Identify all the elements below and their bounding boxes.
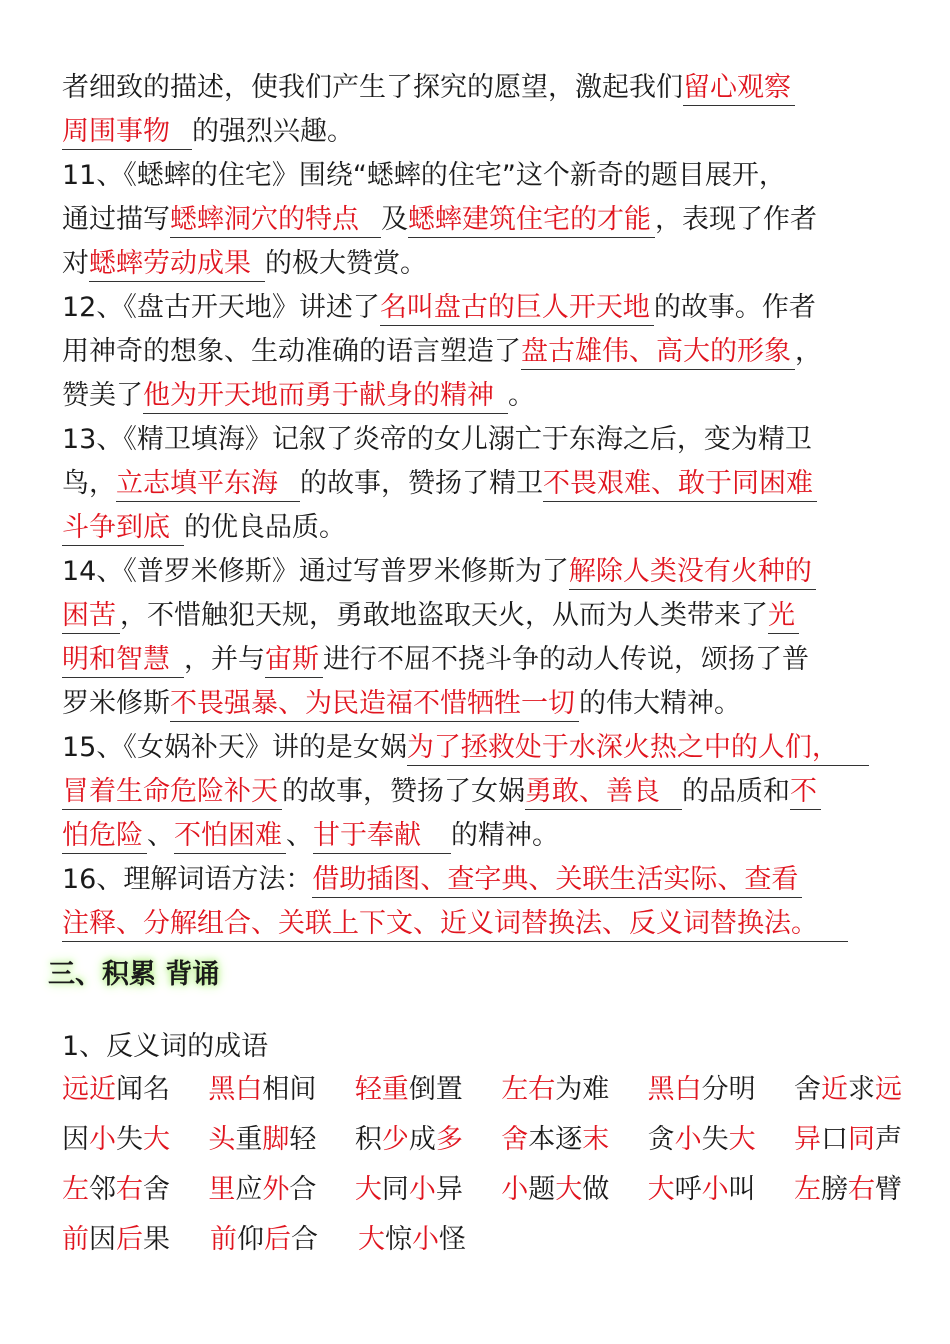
idiom-char: 积 xyxy=(354,1124,382,1155)
antonym-char: 小 xyxy=(501,1174,529,1205)
idiom-char: 呼 xyxy=(674,1174,702,1205)
idiom xyxy=(501,1168,647,1218)
idiom xyxy=(794,1168,902,1218)
text-line xyxy=(62,550,892,594)
idiom-char: 因 xyxy=(62,1124,89,1155)
antonym-char: 异 xyxy=(794,1124,822,1155)
idiom-char: 闻名 xyxy=(116,1074,170,1105)
answer-blank: 解除人类没有火种的 xyxy=(569,555,816,590)
answer-blank: 困苦 xyxy=(62,599,120,634)
idiom-char: 异 xyxy=(435,1174,463,1205)
antonym-char: 远 xyxy=(875,1074,903,1105)
line-text: 的故事，赞扬了精卫 xyxy=(300,468,543,499)
answer-blank: 不怕困难 xyxy=(174,819,286,854)
antonym-char: 脚 xyxy=(262,1124,290,1155)
idiom xyxy=(648,1068,794,1118)
idiom-char: 果 xyxy=(143,1224,170,1255)
idiom-char: 失 xyxy=(701,1124,729,1155)
idiom-char: 做 xyxy=(582,1174,610,1205)
line-text: 用神奇的想象、生动准确的语言塑造了 xyxy=(62,336,521,367)
antonym-char: 小 xyxy=(674,1124,702,1155)
idiom xyxy=(648,1118,794,1168)
line-text: 13、《精卫填海》记叙了炎帝的女儿溺亡于东海之后，变为精卫 xyxy=(62,424,812,455)
answer-blank: 注释、分解组合、关联上下文、近义词替换法、反义词替换法。 xyxy=(62,907,848,942)
answer-blank: 蟋蟀建筑住宅的才能 xyxy=(408,203,655,238)
answer-blank: 为了拯救处于水深火热之中的人们， xyxy=(407,731,869,766)
antonym-char: 多 xyxy=(435,1124,463,1155)
line-text: ，表现了作者 xyxy=(655,204,817,235)
antonym-char: 轻重 xyxy=(354,1074,409,1105)
antonym-char: 小 xyxy=(412,1224,439,1255)
answer-blank: 周围事物 xyxy=(62,115,192,150)
idiom-grid xyxy=(62,1068,902,1268)
idiom xyxy=(208,1118,354,1168)
text-line xyxy=(62,814,892,858)
exercise-text xyxy=(62,66,892,946)
idiom xyxy=(355,1118,501,1168)
line-text: 的精神。 xyxy=(451,820,559,851)
idiom-char: 臂 xyxy=(875,1174,903,1205)
line-text: 14、《普罗米修斯》通过写普罗米修斯为了 xyxy=(62,556,569,587)
line-text: 、 xyxy=(147,820,174,851)
idiom-char: 叫 xyxy=(728,1174,756,1205)
text-line xyxy=(62,330,892,374)
text-line xyxy=(62,638,892,682)
idiom-char: 膀 xyxy=(821,1174,849,1205)
idiom-char: 舍 xyxy=(794,1074,822,1105)
text-line xyxy=(62,726,892,770)
answer-blank: 勇敢、善良 xyxy=(525,775,682,810)
answer-blank: 盘古雄伟、高大的形象 xyxy=(521,335,795,370)
line-text: 的伟大精神。 xyxy=(579,688,741,719)
text-line xyxy=(62,506,892,550)
answer-blank: 蟋蟀劳动成果 xyxy=(89,247,265,282)
text-line xyxy=(62,418,892,462)
answer-blank: 他为开天地而勇于献身的精神 xyxy=(143,379,508,414)
idiom xyxy=(501,1068,647,1118)
idiom xyxy=(208,1068,354,1118)
line-text: 鸟， xyxy=(62,468,116,499)
idiom-char: 怪 xyxy=(439,1224,466,1255)
idiom-char: 本逐 xyxy=(528,1124,583,1155)
idiom-char: 邻 xyxy=(89,1174,116,1205)
antonym-char: 黑白 xyxy=(647,1074,702,1105)
idiom-char: 成 xyxy=(408,1124,436,1155)
antonym-char: 后 xyxy=(264,1224,291,1255)
idiom-char: 应 xyxy=(235,1174,263,1205)
antonym-char: 前 xyxy=(62,1224,89,1255)
idiom-char: 仰 xyxy=(237,1224,264,1255)
idiom-char: 题 xyxy=(528,1174,556,1205)
idiom-char: 舍 xyxy=(143,1174,170,1205)
answer-blank: 宙斯 xyxy=(265,643,323,678)
antonym-char: 同 xyxy=(848,1124,876,1155)
idiom-char: 重 xyxy=(235,1124,263,1155)
line-text: ， xyxy=(795,336,822,367)
antonym-char: 左 xyxy=(62,1174,89,1205)
line-text: 的品质和 xyxy=(682,776,790,807)
idiom-char: 惊 xyxy=(385,1224,412,1255)
idiom-char: 声 xyxy=(875,1124,903,1155)
idiom xyxy=(62,1168,208,1218)
text-line xyxy=(62,858,892,902)
idiom xyxy=(355,1068,501,1118)
answer-blank: 怕危险 xyxy=(62,819,147,854)
line-text: 罗米修斯 xyxy=(62,688,170,719)
answer-blank: 光 xyxy=(768,599,799,634)
idiom-char: 合 xyxy=(289,1174,317,1205)
antonym-char: 左右 xyxy=(501,1074,556,1105)
text-line xyxy=(62,66,892,110)
text-line xyxy=(62,286,892,330)
idiom xyxy=(355,1168,501,1218)
line-text: 16、理解词语方法： xyxy=(62,864,313,895)
line-text: 11、《蟋蟀的住宅》围绕“蟋蟀的住宅”这个新奇的题目展开， xyxy=(62,160,786,191)
antonym-char: 少 xyxy=(381,1124,409,1155)
answer-blank: 冒着生命危险补天 xyxy=(62,775,282,810)
answer-blank: 不畏强暴、为民造福不惜牺牲一切 xyxy=(170,687,579,722)
line-text: 及 xyxy=(381,204,408,235)
answer-blank: 借助插图、查字典、关联生活实际、查看 xyxy=(312,863,802,898)
idiom-row xyxy=(62,1218,902,1268)
antonym-char: 大 xyxy=(143,1124,170,1155)
line-text: 的故事，赞扬了女娲 xyxy=(282,776,525,807)
antonym-char: 舍 xyxy=(501,1124,529,1155)
line-text: 15、《女娲补天》讲的是女娲 xyxy=(62,732,407,763)
idiom xyxy=(210,1218,358,1268)
antonym-char: 小 xyxy=(701,1174,729,1205)
text-line xyxy=(62,374,892,418)
idiom xyxy=(648,1168,794,1218)
line-text: 。 xyxy=(508,380,535,411)
idiom-row xyxy=(62,1168,902,1218)
antonym-char: 头 xyxy=(208,1124,236,1155)
answer-blank: 留心观察 xyxy=(683,71,795,106)
answer-blank: 斗争到底 xyxy=(62,511,184,546)
idiom xyxy=(208,1168,354,1218)
idiom xyxy=(794,1068,902,1118)
idiom-char: 因 xyxy=(89,1224,116,1255)
sub-heading: 1、反义词的成语 xyxy=(62,1031,269,1062)
line-text: 通过描写 xyxy=(62,204,170,235)
idiom-char: 为难 xyxy=(555,1074,610,1105)
antonym-char: 右 xyxy=(848,1174,876,1205)
idiom-char: 口 xyxy=(821,1124,849,1155)
antonym-char: 近 xyxy=(821,1074,849,1105)
idiom xyxy=(62,1068,208,1118)
line-text: 的极大赞赏。 xyxy=(265,248,427,279)
antonym-char: 大 xyxy=(555,1174,583,1205)
line-text: 对 xyxy=(62,248,89,279)
idiom-char: 倒置 xyxy=(408,1074,463,1105)
antonym-char: 大 xyxy=(728,1124,756,1155)
idiom-row xyxy=(62,1118,902,1168)
answer-blank: 明和智慧 xyxy=(62,643,184,678)
text-line xyxy=(62,110,892,154)
idiom xyxy=(62,1118,208,1168)
antonym-char: 大 xyxy=(358,1224,385,1255)
text-line xyxy=(62,594,892,638)
line-text: 赞美了 xyxy=(62,380,143,411)
idiom-char: 轻 xyxy=(289,1124,317,1155)
idiom-char: 相间 xyxy=(262,1074,317,1105)
answer-blank: 不畏艰难、敢于同困难 xyxy=(543,467,817,502)
idiom xyxy=(358,1218,506,1268)
antonym-char: 右 xyxy=(116,1174,143,1205)
idiom-char: 同 xyxy=(381,1174,409,1205)
text-line xyxy=(62,770,892,814)
line-text: ，并与 xyxy=(184,644,265,675)
answer-blank: 甘于奉献 xyxy=(313,819,451,854)
text-line xyxy=(62,902,892,946)
antonym-char: 外 xyxy=(262,1174,290,1205)
idiom-char: 求 xyxy=(848,1074,876,1105)
idiom-char: 合 xyxy=(291,1224,318,1255)
line-text: 、 xyxy=(286,820,313,851)
antonym-char: 前 xyxy=(210,1224,237,1255)
text-line xyxy=(62,462,892,506)
antonym-char: 末 xyxy=(582,1124,610,1155)
answer-blank: 蟋蟀洞穴的特点 xyxy=(170,203,381,238)
antonym-char: 大 xyxy=(354,1174,382,1205)
text-line xyxy=(62,242,892,286)
line-text: 者细致的描述，使我们产生了探究的愿望，激起我们 xyxy=(62,72,683,103)
answer-blank: 立志填平东海 xyxy=(116,467,300,502)
antonym-char: 小 xyxy=(89,1124,116,1155)
idiom-char: 失 xyxy=(116,1124,143,1155)
text-line xyxy=(62,682,892,726)
line-text: 进行不屈不挠斗争的动人传说，颂扬了普 xyxy=(323,644,809,675)
line-text: 的优良品质。 xyxy=(184,512,346,543)
idiom-char: 分明 xyxy=(701,1074,756,1105)
idiom xyxy=(62,1218,210,1268)
line-text: 的故事。作者 xyxy=(653,292,816,323)
antonym-char: 左 xyxy=(794,1174,822,1205)
idiom-row xyxy=(62,1068,902,1118)
answer-blank: 不 xyxy=(790,775,821,810)
line-text: 的强烈兴趣。 xyxy=(192,116,354,147)
antonym-char: 后 xyxy=(116,1224,143,1255)
section-heading: 三、积累 背诵 xyxy=(48,959,220,990)
idiom xyxy=(794,1118,902,1168)
antonym-char: 小 xyxy=(408,1174,436,1205)
antonym-char: 远近 xyxy=(62,1074,116,1105)
text-line xyxy=(62,198,892,242)
idiom-char: 贪 xyxy=(647,1124,675,1155)
text-line xyxy=(62,154,892,198)
answer-blank: 名叫盘古的巨人开天地 xyxy=(380,291,654,326)
antonym-char: 黑白 xyxy=(208,1074,263,1105)
line-text: ，不惜触犯天规，勇敢地盗取天火，从而为人类带来了 xyxy=(120,600,768,631)
antonym-char: 里 xyxy=(208,1174,236,1205)
line-text: 12、《盘古开天地》讲述了 xyxy=(62,292,380,323)
antonym-char: 大 xyxy=(647,1174,675,1205)
idiom xyxy=(501,1118,647,1168)
